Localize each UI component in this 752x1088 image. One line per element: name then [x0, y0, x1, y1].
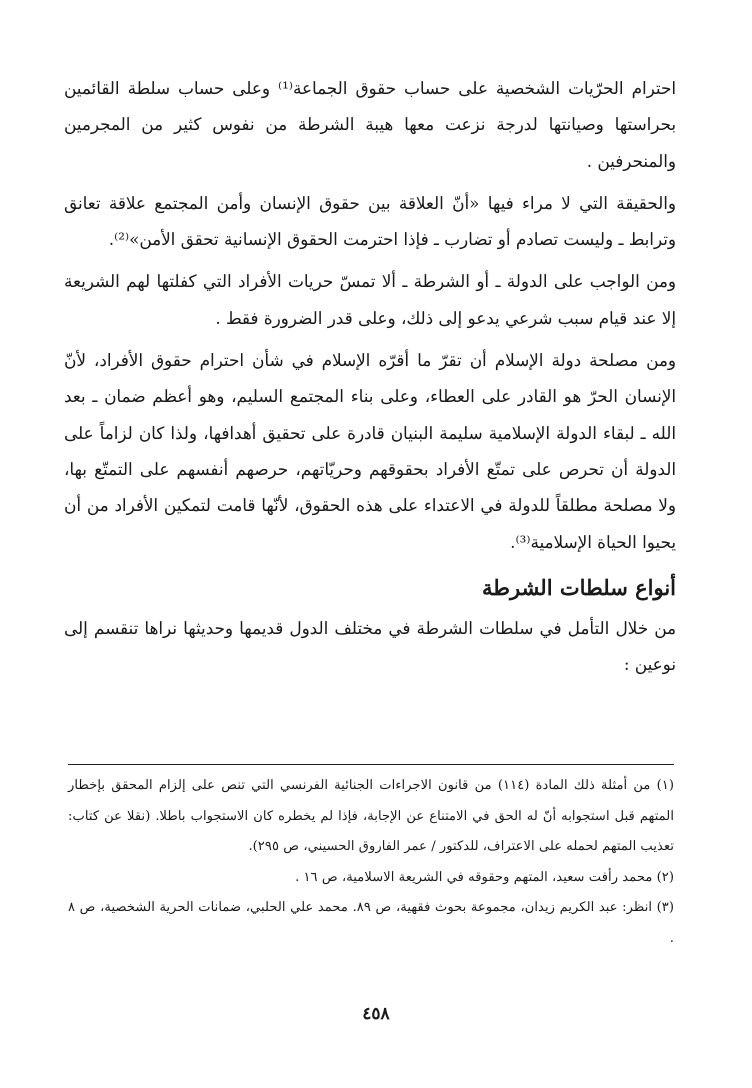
section-heading: أنواع سلطات الشرطة: [482, 574, 676, 600]
footnote-1: (١) من أمثلة ذلك المادة (١١٤) من قانون الاجراءات الجنائية الفرنسي التي تنص على إلزام المحقق بإخطار المتهم قبل استجوابه أنّ له الحق في الامتناع عن الإجابة، فإذا لم يخطره كان الاستجواب باطلا. (نقلا عن كتاب: تعذيب المتهم لحمله على الاعتراف، للدكتور / عمر الفاروق الحسيني، ص ٢٩٥).: [68, 778, 674, 855]
paragraph-4: ومن مصلحة دولة الإسلام أن تقرّ ما أقرّه الإسلام في شأن احترام حقوق الأفراد، لأنّ الإنسان الحرّ هو القادر على العطاء، وعلى بناء المجتمع السليم، وهو أعظم ضمان ـ بعد الله ـ لبقاء الدولة الإسلامية سليمة البنيان قادرة على تحقيق أهدافها، ولذا كان لزاماً على الدولة أن تحرص على تمتّع الأفراد بحقوقهم وحريّاتهم، حرصهم أنفسهم على التمتّع بها، ولا مصلحة مطلقاً للدولة في الاعتداء على هذه الحقوق، لأنّها قامت لتمكين الأفراد من أن يحيوا الحياة الإسلامية⁽³⁾.: [64, 350, 676, 552]
section-paragraph: من خلال التأمل في سلطات الشرطة في مختلف الدول قديمها وحديثها نراها تنقسم إلى نوعين :: [64, 617, 676, 675]
footnotes: [68, 764, 674, 955]
paragraph-1: احترام الحرّيات الشخصية على حساب حقوق الجماعة⁽¹⁾ وعلى حساب سلطة القائمين بحراستها وصيانتها لدرجة نزعت معها هيبة الشرطة من نفوس كثير من المجرمين والمنحرفين .: [64, 78, 676, 171]
paragraph-2: والحقيقة التي لا مراء فيها «أنّ العلاقة بين حقوق الإنسان وأمن المجتمع علاقة تعانق وترابط ـ وليست تصادم أو تضارب ـ فإذا احترمت الحقوق الإنسانية تحقق الأمن»⁽²⁾.: [64, 192, 676, 250]
footnote-3: (٣) انظر: عبد الكريم زيدان، مجموعة بحوث فقهية، ص ٨٩. محمد علي الحلبي، ضمانات الحرية الشخصية، ص ٨ .: [68, 900, 674, 946]
main-text: [64, 70, 676, 688]
page-number: ٤٥٨: [362, 1004, 390, 1024]
footnote-2: (٢) محمد رأفت سعيد، المتهم وحقوقه في الشريعة الاسلامية، ص ١٦ .: [295, 869, 674, 885]
paragraph-3: ومن الواجب على الدولة ـ أو الشرطة ـ ألا تمسّ حريات الأفراد التي كفلتها لهم الشريعة إلا عند قيام سبب شرعي يدعو إلى ذلك، وعلى قدر الضرورة فقط .: [64, 271, 676, 328]
